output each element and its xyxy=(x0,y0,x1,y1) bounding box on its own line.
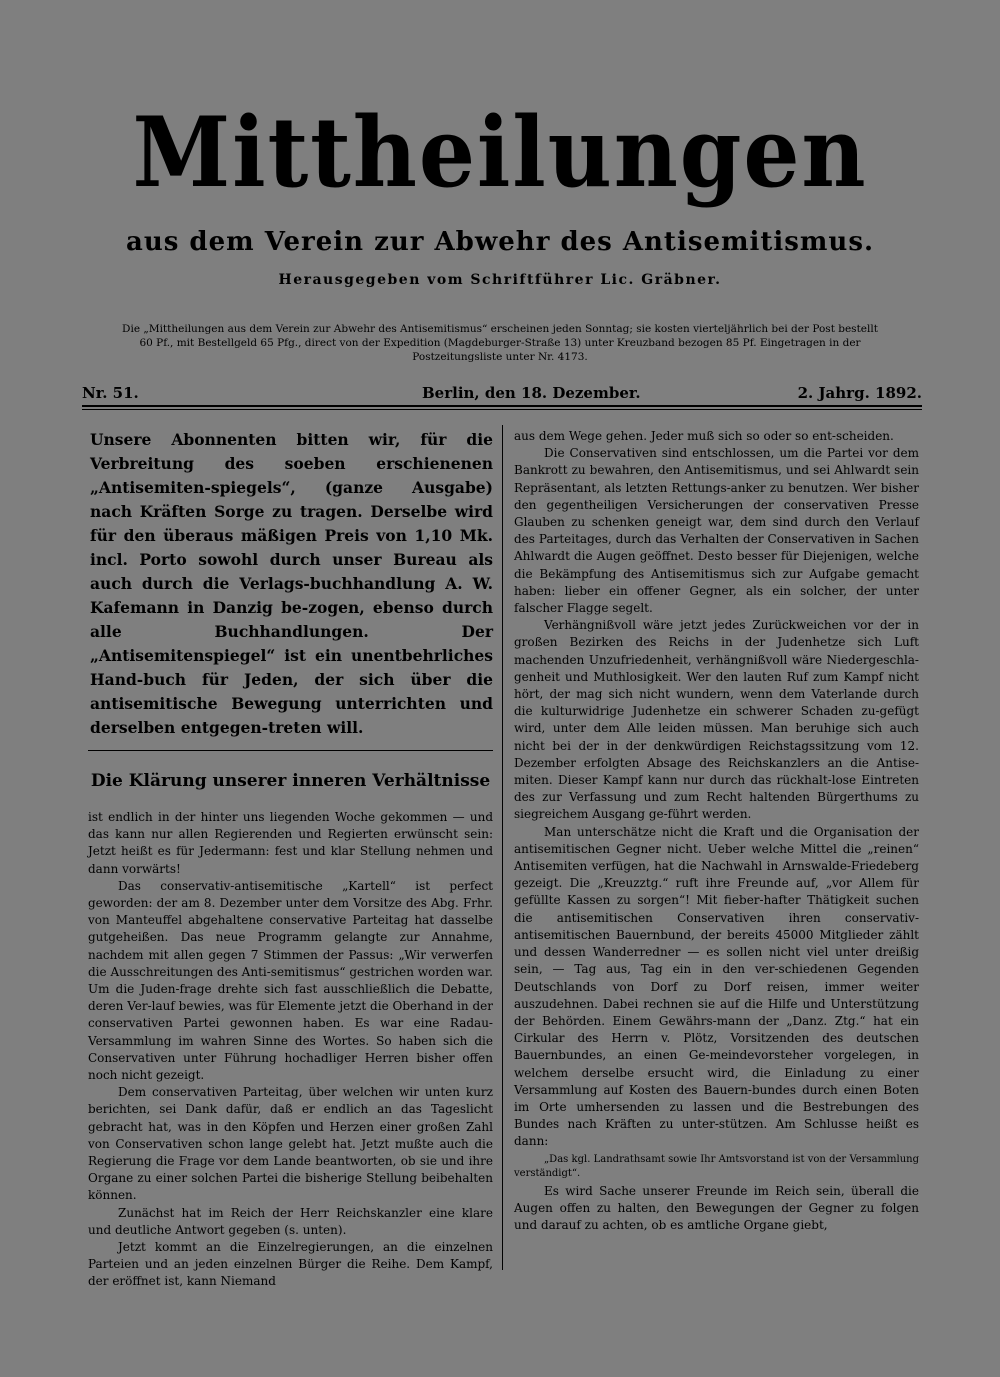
article-paragraph: Das conservativ-antisemitische „Kartell“ ist perfect geworden: der am 8. Dezember unter dem Vorsitze des Abg. Frhr. von Manteuffel abgehaltene conservative Parteitag hat dasselbe gutgeheißen. Das neue Programm gelangte zur Annahme, nachdem mit allen gegen 7 Stimmen der Passus: „Wir verwerfen die Ausschreitungen des Anti-semitismus“ gestrichen worden war. Um die Juden-frage drehte sich fast ausschließlich die Debatte, deren Ver-lauf bewies, was für Elemente jetzt die Oberhand in der conservativen Partei gewonnen haben. Es war eine Radau-Versammlung im wahren Sinne des Wortes. So haben sich die Conservativen unter Führung hochadliger Herren bisher offen noch nicht gezeigt. xyxy=(88,878,493,1083)
newspaper-title: Mittheilungen xyxy=(132,96,868,209)
circular-quote: „Das kgl. Landrathsamt sowie Ihr Amtsvorstand ist von der Versammlung verständigt“. xyxy=(514,1153,919,1179)
article-paragraph: Die Conservativen sind entschlossen, um die Partei vor dem Bankrott zu bewahren, den Antisemitismus, und sei Ahlwardt sein Repräsentant, als letzten Rettungs-anker zu benutzen. Wer bisher den gegentheiligen Versicherungen der conservativen Presse Glauben zu schenken geneigt war, dem sind durch den Verlauf des Parteitages, durch das Verhalten der Conservativen in Sachen Ahlwardt die Augen geöffnet. Desto besser für Diejenigen, welche die Bekämpfung des Antisemitismus sich zur Aufgabe gemacht haben: lieber ein offener Gegner, als ein solcher, der unter falscher Flagge segelt. xyxy=(514,446,919,616)
article-paragraph: Dem conservativen Parteitag, über welchen wir unten kurz berichten, sei Dank dafür, daß er endlich an das Tageslicht gebracht hat, was in den Köpfen und Herzen einer großen Zahl von Conservativen schon lange gelebt hat. Jetzt mußte auch die Regierung die Frage vor dem Lande beantworten, ob sie und ihre Organe zu einer solchen Partei die bisherige Stellung beibehalten können. xyxy=(88,1085,493,1203)
subscription-notice: Die „Mittheilungen aus dem Verein zur Abwehr des Antisemitismus“ erscheinen jeden Sonntag; sie kosten vierteljährlich bei der Post bestellt 60 Pf., mit Bestellgeld 65 Pfg., direct von der Expedition (Magdeburger-Straße 13) unter Kreuzband bezogen 85 Pf. Eingetragen in der Postzeitungsliste unter Nr. 4173. xyxy=(122,323,878,363)
editor-line: Herausgegeben vom Schriftführer Lic. Gräbner. xyxy=(278,272,722,288)
article-paragraph: Es wird Sache unserer Freunde im Reich sein, überall die Augen offen zu halten, den Bewegungen der Gegner zu folgen und darauf zu achten, ob es amtliche Organe giebt, xyxy=(514,1183,919,1232)
issue-date: Berlin, den 18. Dezember. xyxy=(422,384,641,402)
announcement-rule xyxy=(88,750,493,751)
header-rule-thin xyxy=(82,409,922,410)
announcement: Unsere Abonnenten bitten wir, für die Verbreitung des soeben erschienenen „Antisemiten-spiegels“, (ganze Ausgabe) nach Kräften Sorge zu tragen. Derselbe wird für den überaus mäßigen Preis von 1,10 Mk. incl. Porto sowohl durch unser Bureau als auch durch die Verlags-buchhandlung A. W. Kafemann in Danzig be-zogen, ebenso durch alle Buchhandlungen. Der „Antisemitenspiegel“ ist ein unentbehrliches Hand-buch für Jeden, der sich über die antisemitische Bewegung unterrichten und derselben entgegen-treten will. xyxy=(90,430,493,737)
left-column xyxy=(88,428,493,1291)
article-paragraph: Man unterschätze nicht die Kraft und die Organisation der antisemitischen Gegner nicht. Ueber welche Mittel die „reinen“ Antisemiten verfügen, hat die Nachwahl in Arnswalde-Friedeberg gezeigt. Die „Kreuzztg.“ ruft ihre Freunde auf, „vor Allem für gefüllte Kassen zu sorgen“! Mit fieber-hafter Thätigkeit suchen die antisemitischen Conservativen ihren conservativ-antisemitischen Bauernbund, der bereits 45000 Mitglieder zählt und dessen Wanderredner — es sollen nicht viel unter dreißig sein, — Tag aus, Tag ein in den ver-schiedenen Gegenden Deutschlands von Dorf zu Dorf reisen, immer weiter auszudehnen. Dabei rechnen sie auf die Hilfe und Unterstützung der Behörden. Einem Gewährs-mann der „Danz. Ztg.“ hat ein Cirkular des Herrn v. Plötz, Vorsitzenden des deutschen Bauernbundes, an einen Ge-meindevorsteher vorgelegen, in welchem derselbe ersucht wird, die Einladung zu einer Versammlung auf Kosten des Bauern-bundes durch einen Boten im Orte umhersenden zu lassen und die Bestrebungen des Bundes nach Kräften zu unter-stützen. Am Schlusse heißt es dann: xyxy=(514,824,919,1149)
newspaper-subtitle: aus dem Verein zur Abwehr des Antisemitismus. xyxy=(125,227,875,257)
article-paragraph: Zunächst hat im Reich der Herr Reichskanzler eine klare und deutliche Antwort gegeben (s. unten). xyxy=(88,1205,493,1237)
masthead xyxy=(0,96,1000,288)
article-paragraph: Jetzt kommt an die Einzelregierungen, an die einzelnen Parteien und an jeden einzelnen Bürger die Reihe. Dem Kampf, der eröffnet ist, kann Niemand xyxy=(88,1240,493,1289)
header-rule xyxy=(82,405,922,407)
issue-number: Nr. 51. xyxy=(82,384,139,402)
right-column xyxy=(514,428,919,1234)
issue-year: 2. Jahrg. 1892. xyxy=(797,384,922,402)
article-paragraph: Verhängnißvoll wäre jetzt jedes Zurückweichen vor der in großen Bezirken des Reichs in der Judenhetze sich Luft machenden Unzufriedenheit, verhängnißvoll wäre Niedergeschla-genheit und Muthlosigkeit. Wer den lauten Ruf zum Kampf nicht hört, der mag sich nicht wundern, wenn dem Vaterlande durch die kulturwidrige Judenhetze ein schwerer Schaden zu-gefügt wird, unter dem Alle leiden müssen. Man beruhige sich auch nicht bei der in der denkwürdigen Reichstagssitzung vom 12. Dezember erfolgten Absage des Reichskanzlers an die Antise-miten. Dieser Kampf kann nur durch das rückhalt-lose Eintreten des zur Verfassung und zum Recht haltenden Bürgerthums zu siegreichem Ausgang ge-führt werden. xyxy=(514,618,919,822)
article-paragraph: ist endlich in der hinter uns liegenden Woche gekommen — und das kann nur allen Regierenden und Regierten erwünscht sein: Jetzt heißt es für Jedermann: fest und klar Stellung nehmen und dann vorwärts! xyxy=(88,810,493,876)
article-paragraph: aus dem Wege gehen. Jeder muß sich so oder so ent-scheiden. xyxy=(514,429,894,443)
article-heading: Die Klärung unserer inneren Verhältnisse xyxy=(90,771,491,791)
column-divider xyxy=(502,425,503,1270)
